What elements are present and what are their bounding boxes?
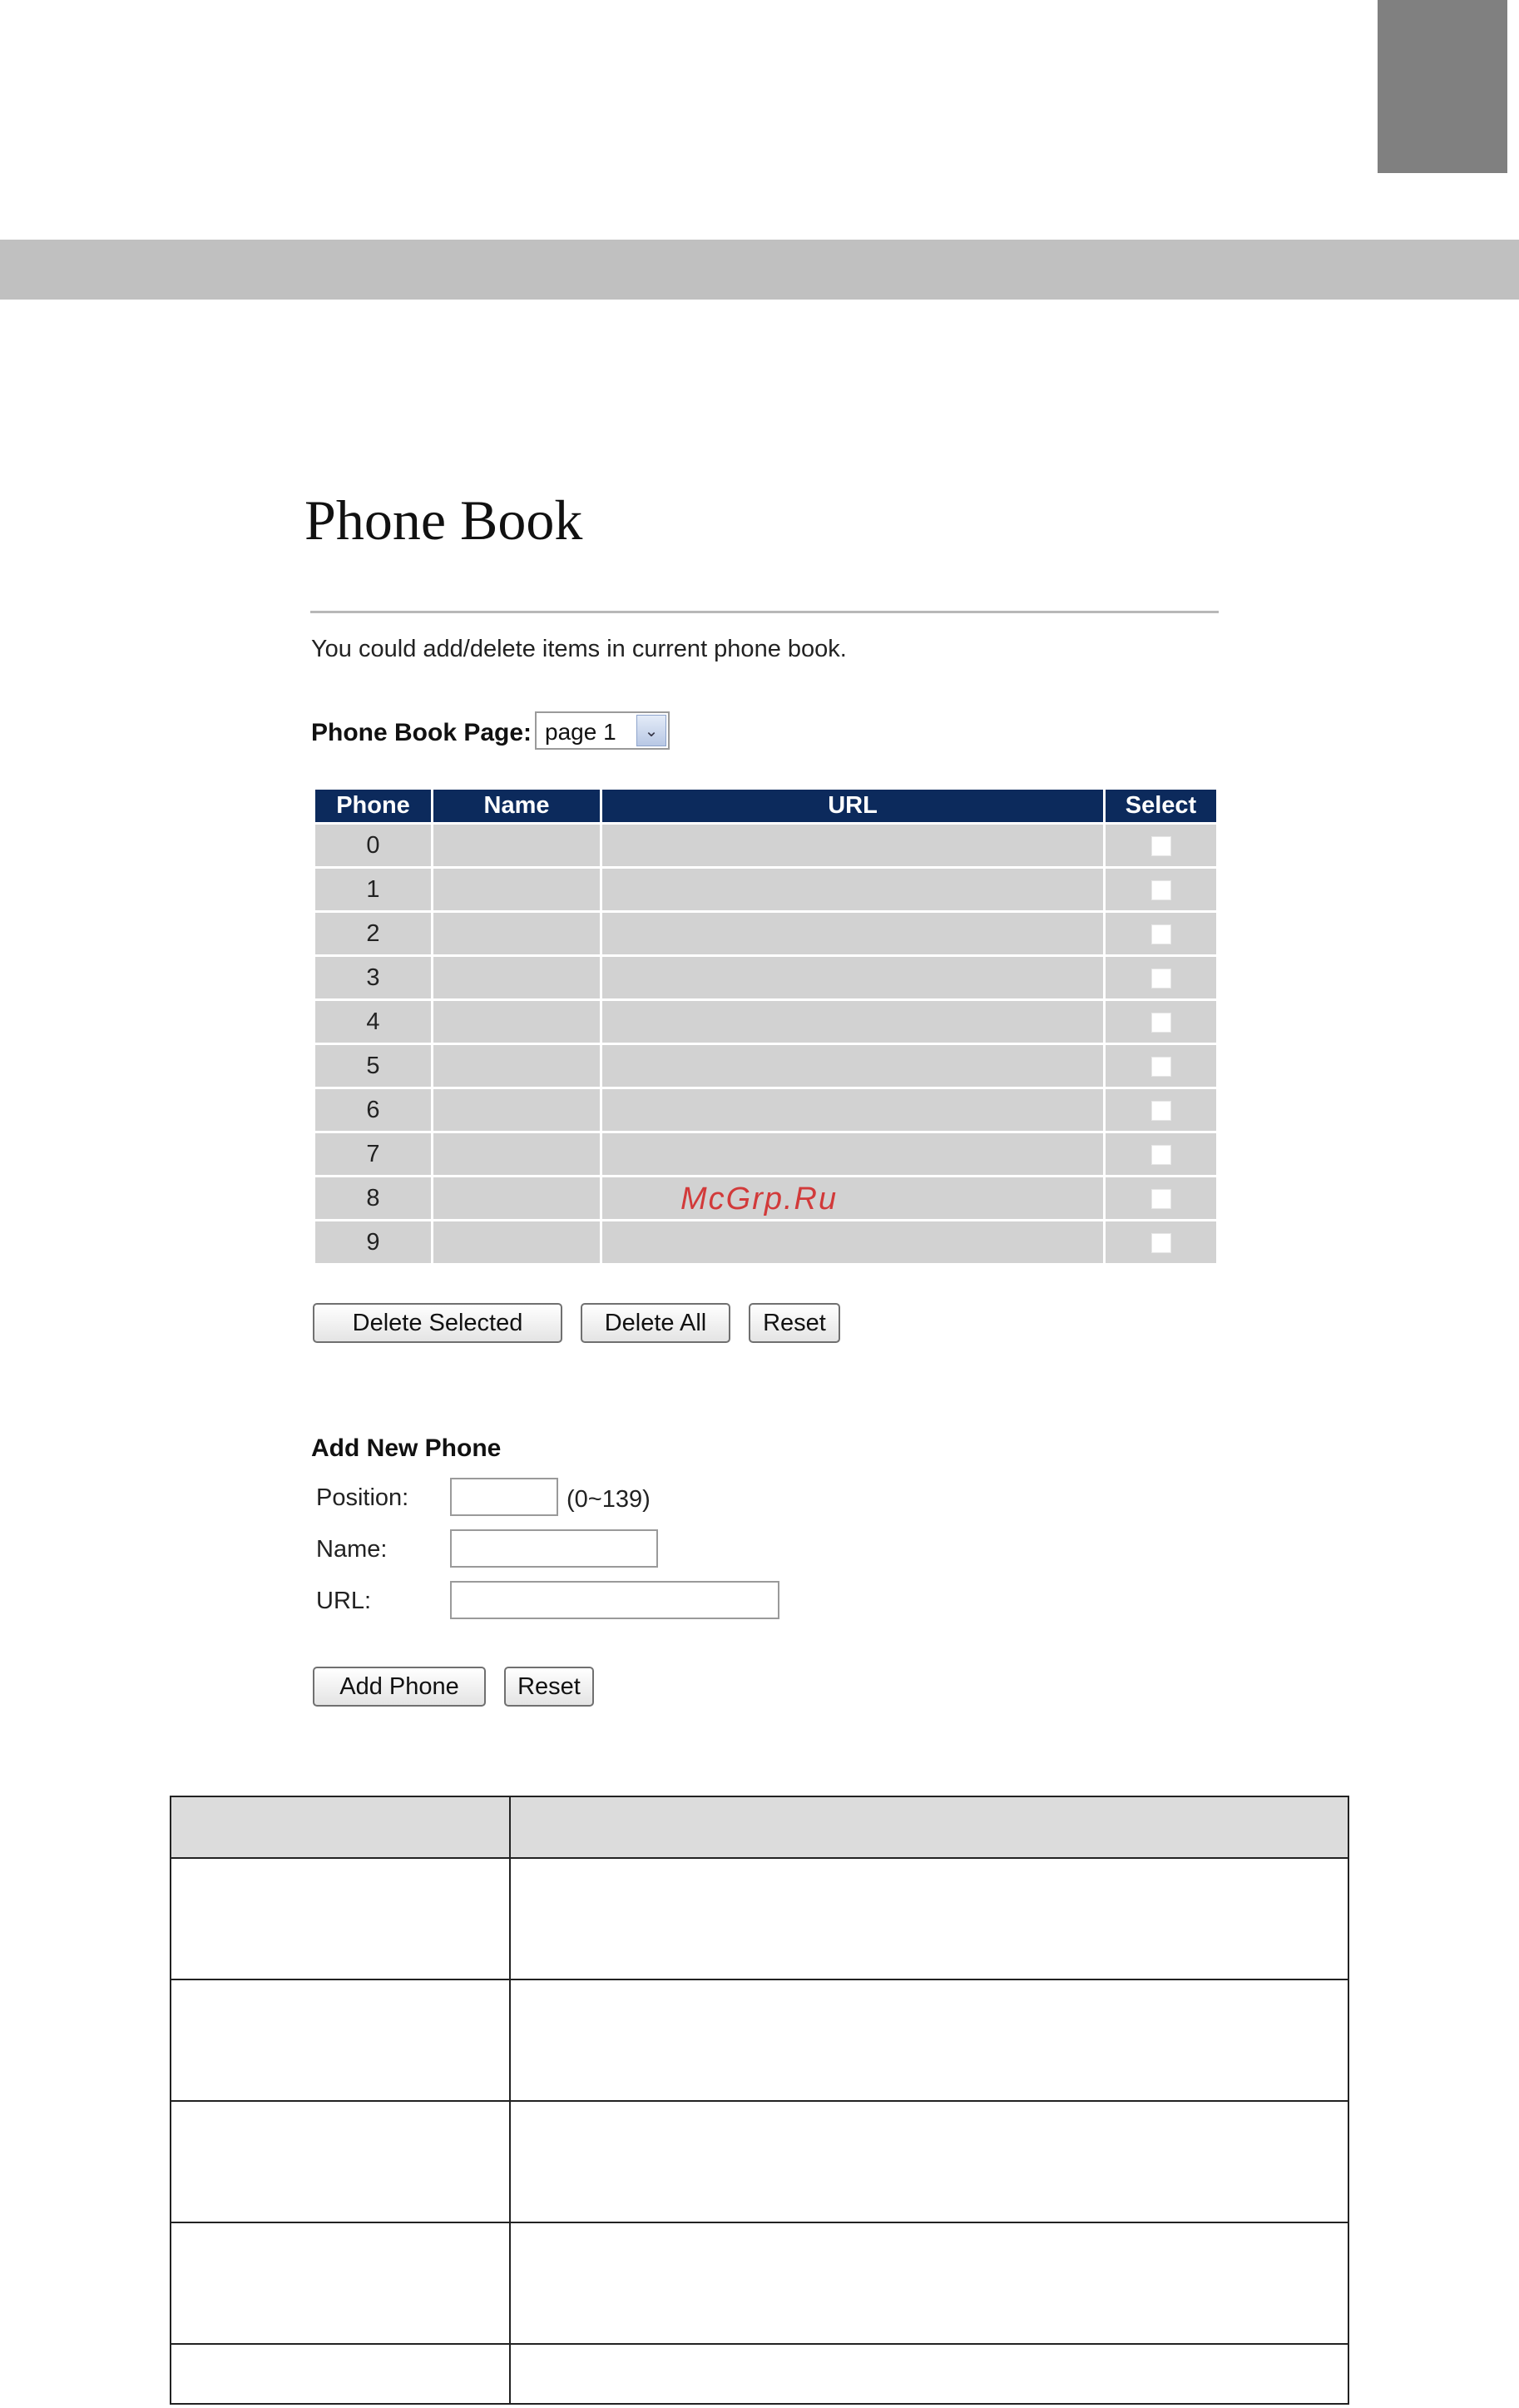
description-row: [171, 1979, 1348, 2101]
select-checkbox[interactable]: [1151, 1189, 1171, 1209]
watermark-text: McGrp.Ru: [680, 1182, 839, 1216]
intro-text: You could add/delete items in current phone book.: [311, 636, 847, 662]
description-cell: [510, 2344, 1348, 2404]
phone-cell: 0: [315, 825, 431, 866]
select-cell: [1106, 1089, 1216, 1131]
phone-cell: 3: [315, 957, 431, 998]
select-checkbox[interactable]: [1151, 836, 1171, 856]
position-range-hint: (0~139): [567, 1486, 651, 1513]
name-input[interactable]: [450, 1529, 658, 1568]
select-cell: [1106, 1133, 1216, 1175]
select-cell: [1106, 1221, 1216, 1263]
url-cell: [602, 825, 1103, 866]
url-label: URL:: [316, 1588, 372, 1614]
table-row: [315, 1221, 1216, 1263]
phone-cell: 5: [315, 1045, 431, 1087]
phone-cell: 2: [315, 913, 431, 954]
phone-cell: 8: [315, 1177, 431, 1219]
select-cell: [1106, 913, 1216, 954]
name-cell: [433, 957, 600, 998]
url-cell: [602, 869, 1103, 910]
phone-cell: 1: [315, 869, 431, 910]
name-cell: [433, 869, 600, 910]
description-cell: [510, 1858, 1348, 1979]
column-header-phone: Phone: [315, 790, 431, 822]
phone-cell: 9: [315, 1221, 431, 1263]
select-checkbox[interactable]: [1151, 880, 1171, 900]
url-cell: [602, 957, 1103, 998]
description-cell: [171, 2101, 510, 2222]
position-label: Position:: [316, 1484, 409, 1511]
description-header-row: [171, 1796, 1348, 1858]
select-checkbox[interactable]: [1151, 1145, 1171, 1165]
column-header-select: Select: [1106, 790, 1216, 822]
table-row: [315, 825, 1216, 866]
chevron-down-icon[interactable]: ⌄: [636, 715, 666, 746]
select-cell: [1106, 1045, 1216, 1087]
add-phone-button[interactable]: Add Phone: [313, 1667, 486, 1707]
table-row: [315, 1045, 1216, 1087]
name-cell: [433, 1045, 600, 1087]
description-cell: [171, 2222, 510, 2344]
add-new-phone-heading: Add New Phone: [311, 1434, 502, 1462]
name-cell: [433, 1001, 600, 1043]
description-row: [171, 2222, 1348, 2344]
description-cell: [510, 2101, 1348, 2222]
table-row: [315, 913, 1216, 954]
phone-cell: 7: [315, 1133, 431, 1175]
select-checkbox[interactable]: [1151, 1013, 1171, 1033]
description-header-cell: [171, 1796, 510, 1858]
url-cell: [602, 1001, 1103, 1043]
select-cell: [1106, 869, 1216, 910]
table-header-row: [315, 790, 1216, 822]
name-cell: [433, 1089, 600, 1131]
phonebook-page-value: page 1: [545, 719, 616, 745]
column-header-name: Name: [433, 790, 600, 822]
name-label: Name:: [316, 1536, 388, 1563]
select-cell: [1106, 957, 1216, 998]
position-input[interactable]: [450, 1478, 558, 1516]
phonebook-page-label: Phone Book Page:: [311, 719, 532, 746]
name-cell: [433, 1221, 600, 1263]
table-row: [315, 869, 1216, 910]
description-header-cell: [510, 1796, 1348, 1858]
delete-selected-button[interactable]: Delete Selected: [313, 1303, 562, 1343]
url-cell: [602, 1177, 1103, 1219]
name-cell: [433, 825, 600, 866]
description-cell: [171, 2344, 510, 2404]
url-cell: [602, 1089, 1103, 1131]
select-cell: [1106, 1177, 1216, 1219]
table-row: [315, 1001, 1216, 1043]
title-divider: [310, 611, 1219, 613]
select-checkbox[interactable]: [1151, 1057, 1171, 1077]
url-cell: [602, 1133, 1103, 1175]
page-title: Phone Book: [304, 488, 583, 552]
select-checkbox[interactable]: [1151, 969, 1171, 988]
page-corner-block: [1378, 0, 1507, 173]
description-cell: [510, 2222, 1348, 2344]
select-cell: [1106, 825, 1216, 866]
phonebook-page-select[interactable]: [535, 711, 670, 750]
phone-cell: 4: [315, 1001, 431, 1043]
select-checkbox[interactable]: [1151, 1101, 1171, 1121]
select-cell: [1106, 1001, 1216, 1043]
phone-cell: 6: [315, 1089, 431, 1131]
select-checkbox[interactable]: [1151, 924, 1171, 944]
table-row: [315, 957, 1216, 998]
description-row: [171, 2344, 1348, 2404]
name-cell: [433, 1133, 600, 1175]
table-row: [315, 1133, 1216, 1175]
description-table: [170, 1796, 1349, 2405]
url-input[interactable]: [450, 1581, 779, 1619]
url-cell: [602, 1221, 1103, 1263]
reset-button[interactable]: Reset: [749, 1303, 840, 1343]
description-cell: [171, 1858, 510, 1979]
description-cell: [510, 1979, 1348, 2101]
description-cell: [171, 1979, 510, 2101]
description-row: [171, 1858, 1348, 1979]
url-cell: [602, 1045, 1103, 1087]
column-header-url: URL: [602, 790, 1103, 822]
name-cell: [433, 913, 600, 954]
select-checkbox[interactable]: [1151, 1233, 1171, 1253]
delete-all-button[interactable]: Delete All: [581, 1303, 730, 1343]
add-reset-button[interactable]: Reset: [504, 1667, 594, 1707]
url-cell: [602, 913, 1103, 954]
description-row: [171, 2101, 1348, 2222]
table-row: [315, 1089, 1216, 1131]
name-cell: [433, 1177, 600, 1219]
header-band: [0, 240, 1519, 300]
